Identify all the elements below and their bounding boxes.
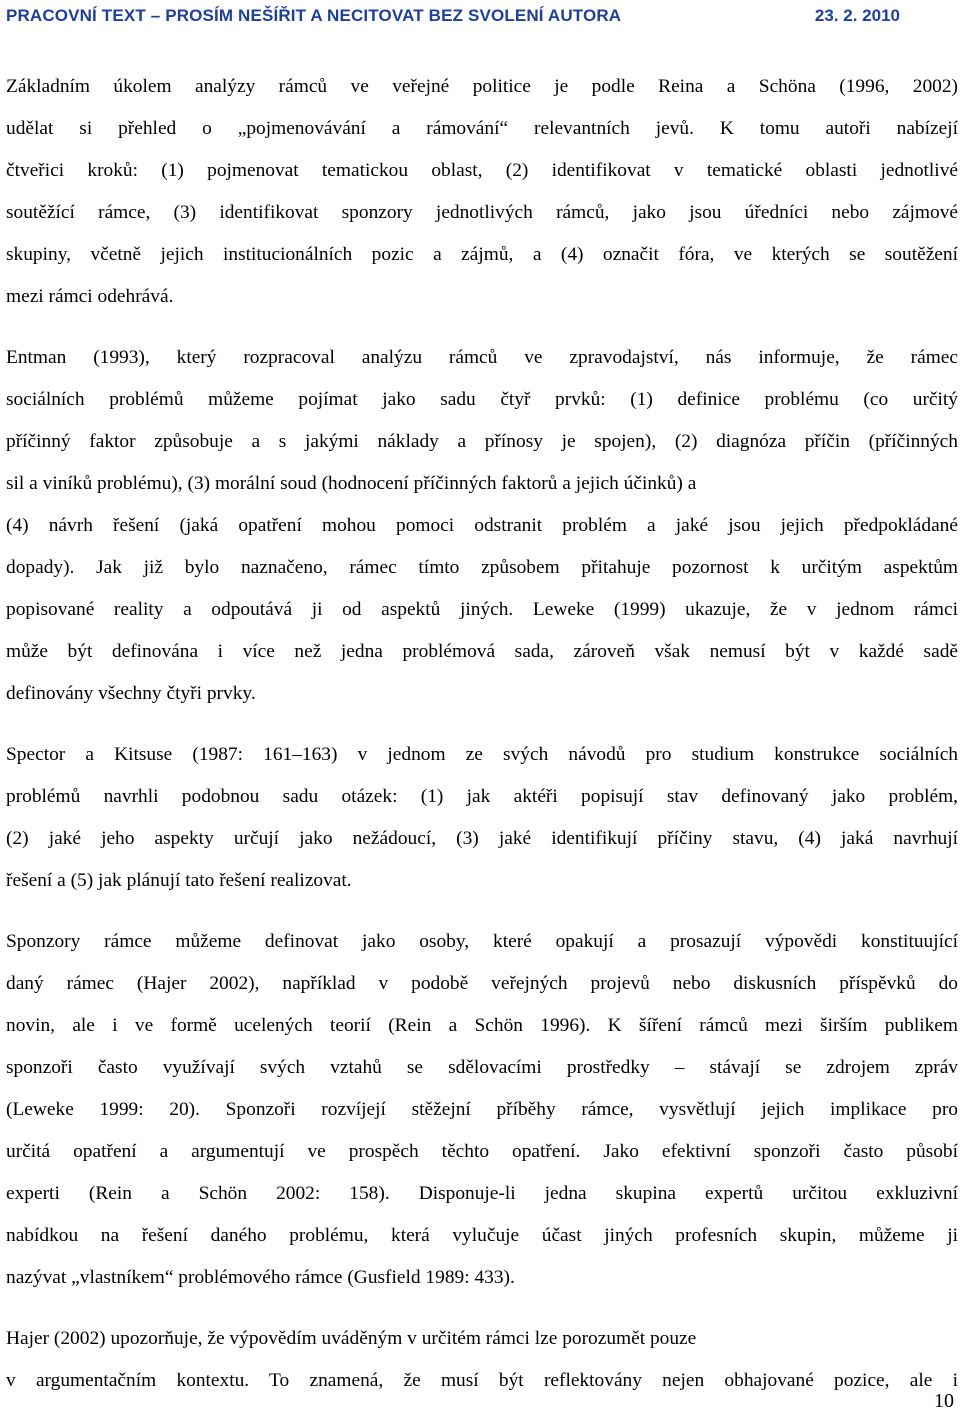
paragraph: [6, 1318, 958, 1402]
paragraph-line: mezi rámci odehrává.: [6, 286, 174, 307]
paragraph-line: nabídkou na řešení daného problému, která vylučuje účast jiných profesních skupin, můžeme ji: [6, 1225, 958, 1246]
paragraph-gap: [6, 318, 958, 337]
document-body: [6, 66, 958, 1402]
paragraph-line: Hajer (2002) upozorňuje, že výpovědím uváděným v určitém rámci lze porozumět pouze: [6, 1328, 697, 1349]
paragraph-line: příčinný faktor způsobuje a s jakými náklady a přínosy je spojen), (2) diagnóza příčin (příčinných: [6, 431, 958, 452]
paragraph-line: sponzoři často využívají svých vztahů se sdělovacími prostředky – stávají se zdrojem zpráv: [6, 1057, 958, 1078]
page-number: 10: [934, 1390, 954, 1412]
paragraph: [6, 66, 958, 318]
paragraph: [6, 337, 958, 715]
paragraph: [6, 921, 958, 1299]
paragraph-line: sil a viníků problému), (3) morální soud (hodnocení příčinných faktorů a jejich účinků) a: [6, 473, 697, 494]
paragraph-line: čtveřici kroků: (1) pojmenovat tematickou oblast, (2) identifikovat v tematické oblasti jednotlivé: [6, 160, 958, 181]
paragraph-line: nazývat „vlastníkem“ problémového rámce (Gusfield 1989: 433).: [6, 1267, 515, 1288]
paragraph-gap: [6, 902, 958, 921]
paragraph-line: sociálních problémů můžeme pojímat jako sadu čtyř prvků: (1) definice problému (co určitý: [6, 389, 958, 410]
paragraph-line: novin, ale i ve formě ucelených teorií (Rein a Schön 1996). K šíření rámců mezi širším publikem: [6, 1015, 958, 1036]
header-notice: PRACOVNÍ TEXT – PROSÍM NEŠÍŘIT A NECITOVAT BEZ SVOLENÍ AUTORA: [6, 6, 622, 25]
paragraph-gap: [6, 715, 958, 734]
paragraph-line: problémů navrhli podobnou sadu otázek: (1) jak aktéři popisují stav definovaný jako problém,: [6, 786, 958, 807]
paragraph-line: určitá opatření a argumentují ve prospěch těchto opatření. Jako efektivní sponzoři často působí: [6, 1141, 958, 1162]
paragraph-line: definovány všechny čtyři prvky.: [6, 683, 256, 704]
paragraph-line: daný rámec (Hajer 2002), například v podobě veřejných projevů nebo diskusních příspěvků do: [6, 973, 958, 994]
header-date: 23. 2. 2010: [814, 6, 900, 25]
paragraph-line: soutěžící rámce, (3) identifikovat sponzory jednotlivých rámců, jako jsou úředníci nebo zájmové: [6, 202, 958, 223]
paragraph-line: Spector a Kitsuse (1987: 161–163) v jednom ze svých návodů pro studium konstrukce sociálních: [6, 744, 958, 765]
paragraph-line: experti (Rein a Schön 2002: 158). Disponuje-li jedna skupina expertů určitou exkluzivní: [6, 1183, 958, 1204]
paragraph: [6, 734, 958, 902]
paragraph-line: Základním úkolem analýzy rámců ve veřejné politice je podle Reina a Schöna (1996, 2002): [6, 76, 958, 97]
paragraph-line: popisované reality a odpoutává ji od aspektů jiných. Leweke (1999) ukazuje, že v jednom rámci: [6, 599, 958, 620]
paragraph-line: (4) návrh řešení (jaká opatření mohou pomoci odstranit problém a jaké jsou jejich předpokládané: [6, 515, 958, 536]
paragraph-line: Sponzory rámce můžeme definovat jako osoby, které opakují a prosazují výpovědi konstituující: [6, 931, 958, 952]
paragraph-gap: [6, 1299, 958, 1318]
paragraph-line: Entman (1993), který rozpracoval analýzu rámců ve zpravodajství, nás informuje, že rámec: [6, 347, 958, 368]
paragraph-line: může být definována i více než jedna problémová sada, zároveň však nemusí být v každé sadě: [6, 641, 958, 662]
paragraph-line: řešení a (5) jak plánují tato řešení realizovat.: [6, 870, 352, 891]
paragraph-line: udělat si přehled o „pojmenovávání a rámování“ relevantních jevů. K tomu autoři nabízejí: [6, 118, 958, 139]
paragraph-line: skupiny, včetně jejich institucionálních pozic a zájmů, a (4) označit fóra, ve kterých se soutěžení: [6, 244, 958, 265]
paragraph-line: dopady). Jak již bylo naznačeno, rámec tímto způsobem přitahuje pozornost k určitým aspektům: [6, 557, 958, 578]
paragraph-line: (2) jaké jeho aspekty určují jako nežádoucí, (3) jaké identifikují příčiny stavu, (4) jaká navrhují: [6, 828, 958, 849]
page-header: [6, 4, 954, 28]
paragraph-line: v argumentačním kontextu. To znamená, že musí být reflektovány nejen obhajované pozice, ale i: [6, 1370, 958, 1391]
paragraph-line: (Leweke 1999: 20). Sponzoři rozvíjejí stěžejní příběhy rámce, vysvětlují jejich implikace pro: [6, 1099, 958, 1120]
